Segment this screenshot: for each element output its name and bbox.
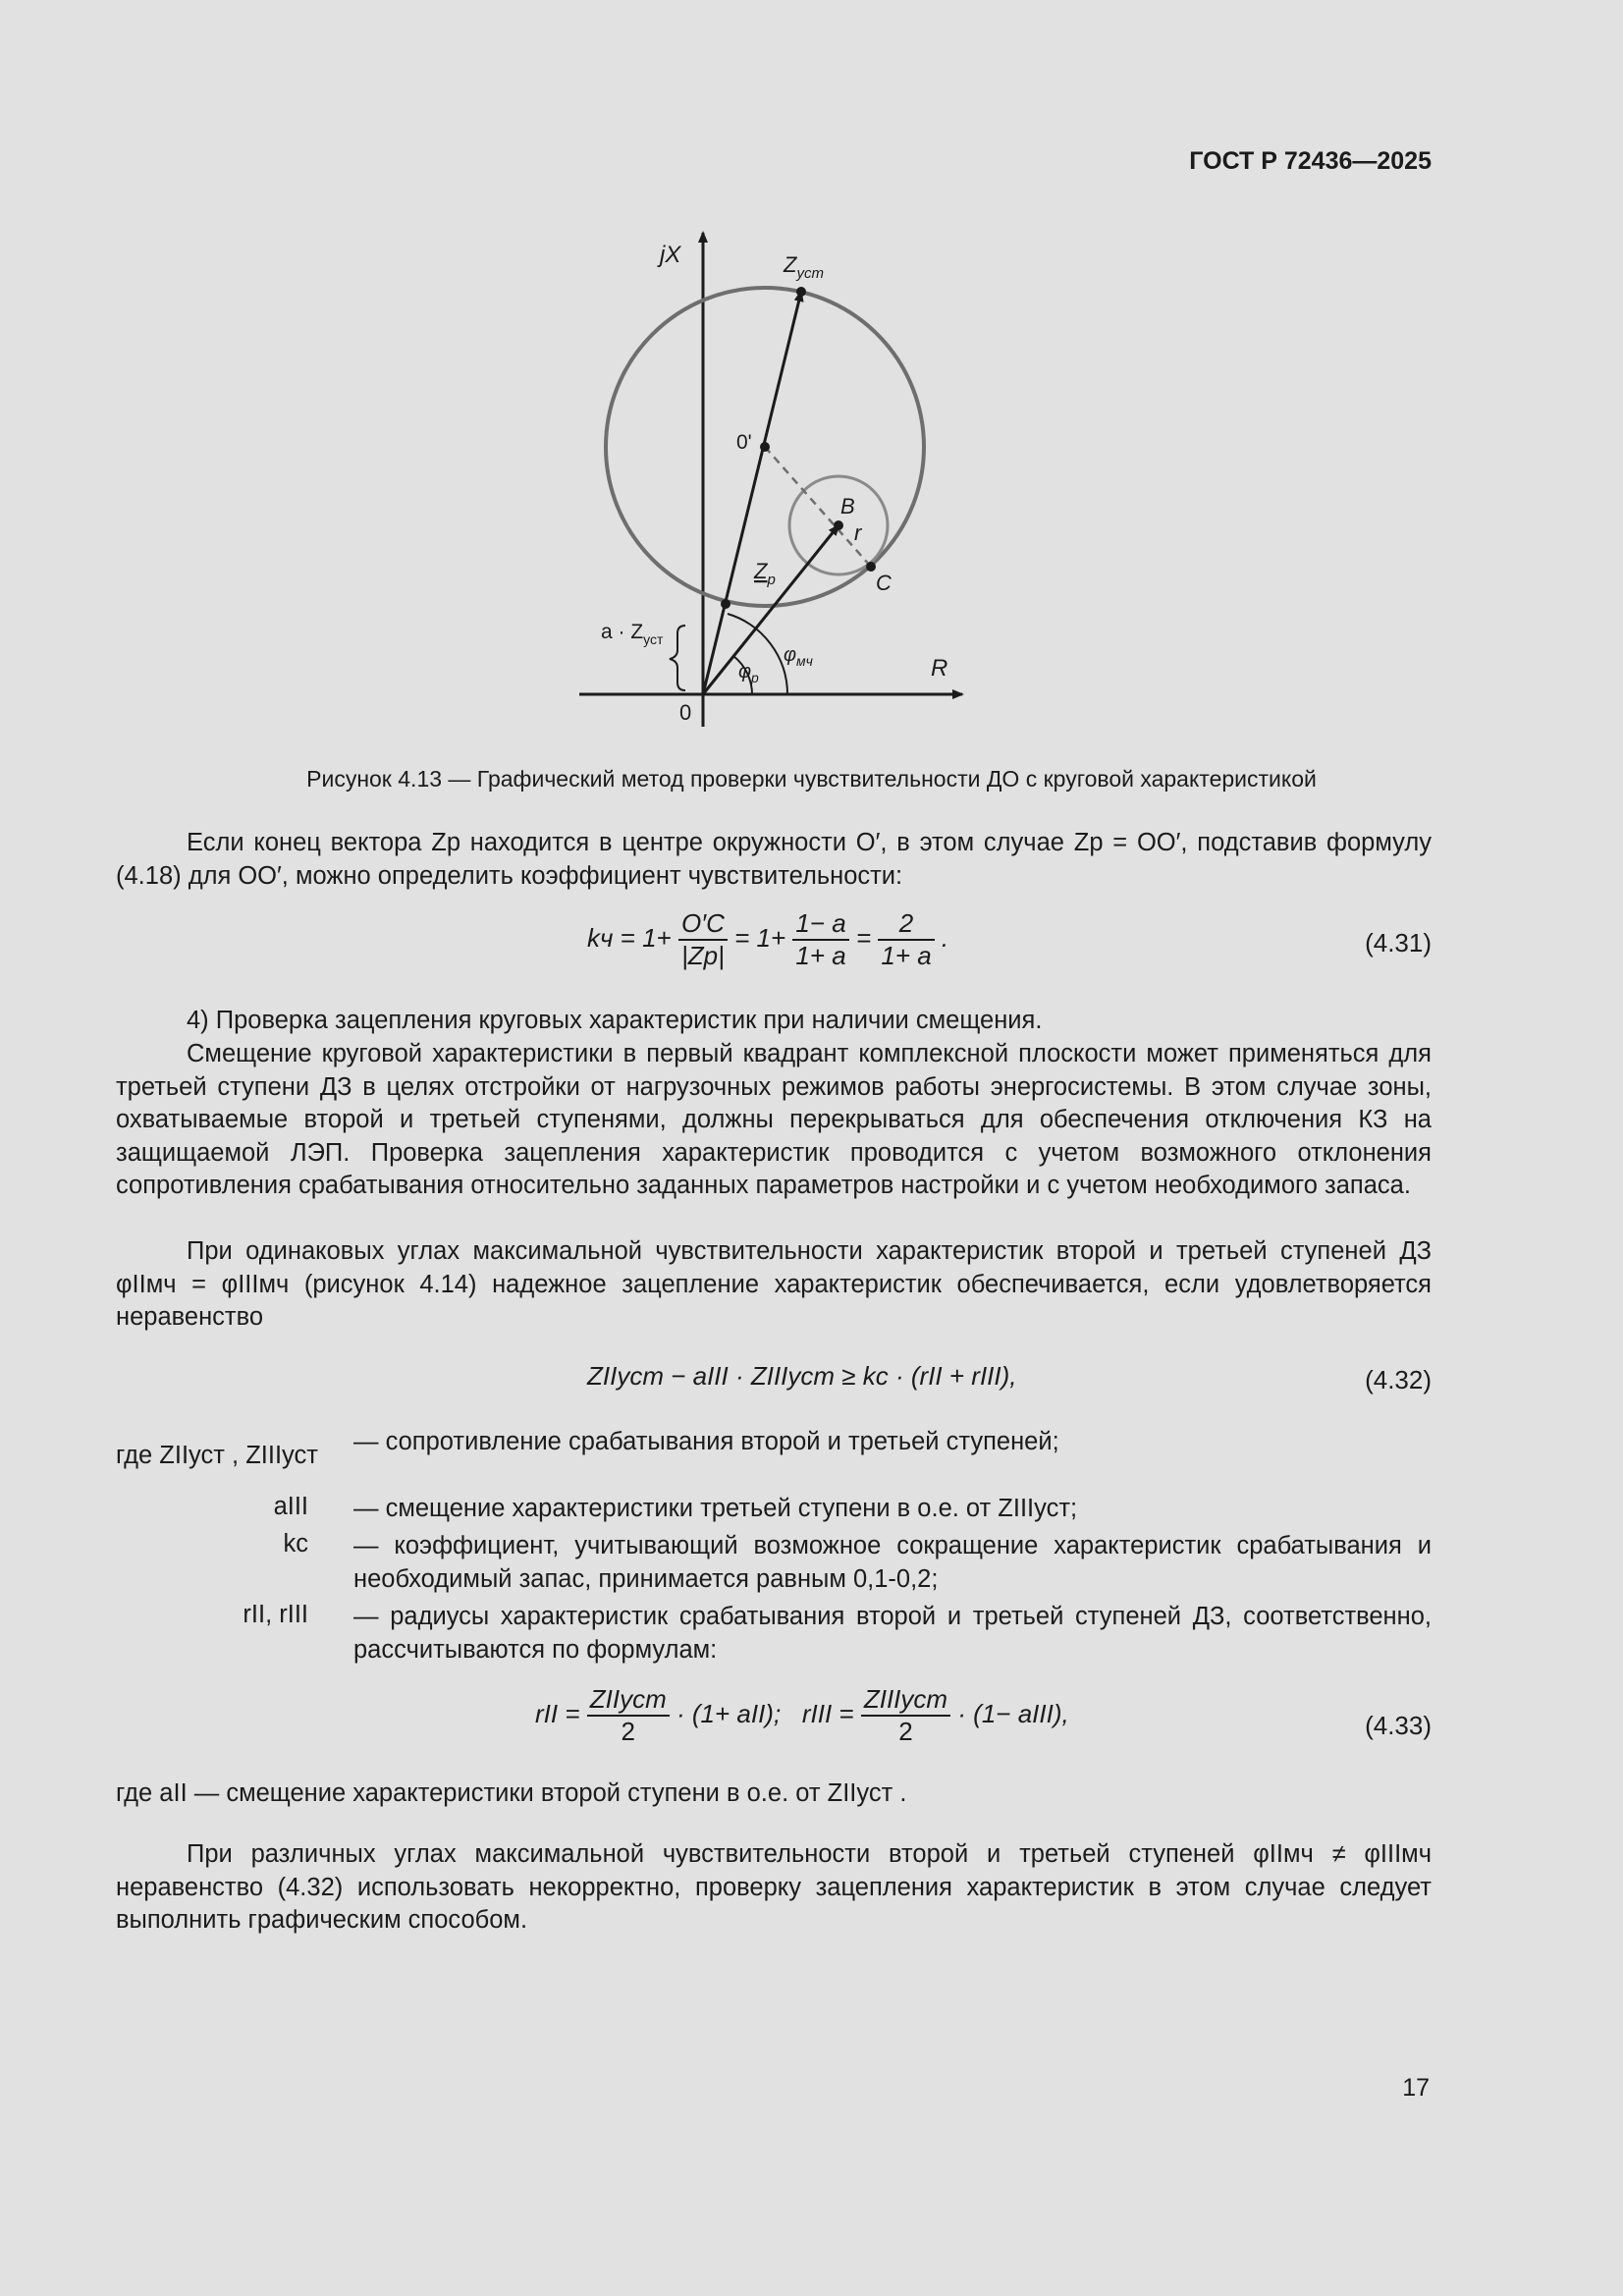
eq433-t2: · (1− aIII), bbox=[957, 1698, 1069, 1728]
a-zust-label: a · Z bbox=[601, 621, 644, 643]
eq433-r2: rII = bbox=[535, 1698, 580, 1728]
page-number: 17 bbox=[1402, 2074, 1430, 2102]
def-term-2: aIII bbox=[273, 1493, 308, 1520]
paragraph-3: Смещение круговой характеристики в первый квадрант комплексной плоскости может применяться для третьей ступени ДЗ в целях отстройки от нагрузочных режимов работы энергосистемы. В этом случае зоны, охватываемые второй и третьей ступенями, должны перекрываться для обеспечения отключения КЗ на защищаемой ЛЭП. Проверка зацепления характеристик проводится с учетом возможного отклонения сопротивления срабатывания относительно заданных параметров настройки и с учетом необходимого запаса. bbox=[116, 1040, 1432, 1199]
eq433-frac2 bbox=[861, 1684, 950, 1747]
zust-point bbox=[796, 287, 806, 297]
eq431-frac2-den: 1+ a bbox=[795, 941, 846, 970]
eq431-lhs: kч = 1+ bbox=[587, 922, 672, 953]
svg-text:a · Zуст bbox=[601, 621, 664, 647]
figure-diagram bbox=[560, 221, 982, 732]
paragraph-1: Если конец вектора Zр находится в центре окружности O′, в этом случае Zр = OO′, подставив формулу (4.18) для OO′, можно определить коэффициент чувствительности: bbox=[116, 829, 1432, 890]
def-text-3: — коэффициент, учитывающий возможное сокращение характеристик срабатывания и необходимый запас, принимается равным 0,1-0,2; bbox=[353, 1532, 1432, 1593]
phi-p-label: φ bbox=[738, 661, 752, 683]
svg-text:φр bbox=[738, 661, 759, 685]
eq431-eq: = bbox=[855, 922, 872, 953]
eq431-frac2-num: 1− a bbox=[792, 908, 848, 941]
def-text-2: — смещение характеристики третьей ступени в о.е. от ZIIIуст; bbox=[353, 1495, 1078, 1522]
document-header: ГОСТ Р 72436—2025 bbox=[1189, 147, 1432, 175]
eq431-frac3 bbox=[878, 908, 934, 971]
paragraph-2: 4) Проверка зацепления круговых характеристик при наличии смещения. bbox=[187, 1007, 1043, 1034]
def-term-3: kс bbox=[283, 1530, 308, 1558]
eq431-end: . bbox=[941, 922, 949, 953]
b-point bbox=[834, 520, 843, 530]
eq431-frac3-den: 1+ a bbox=[881, 941, 932, 970]
eq433-frac2-den: 2 bbox=[898, 1717, 913, 1746]
phi-mch-label-sub: мч bbox=[796, 653, 813, 669]
def-term-1: где ZIIуст , ZIIIуст bbox=[116, 1442, 318, 1469]
a-zust-point bbox=[721, 599, 730, 609]
equation-4-33 bbox=[535, 1684, 1069, 1747]
paragraph-4: При одинаковых углах максимальной чувствительности характеристик второй и третьей ступеней ДЗ φIIмч = φIIIмч (рисунок 4.14) надежное зацепление характеристик обеспечивается, если удовлетворяется неравенство bbox=[116, 1237, 1432, 1331]
figure-caption: Рисунок 4.13 — Графический метод проверки чувствительности ДО с круговой характеристикой bbox=[306, 766, 1317, 792]
paragraph-6: При различных углах максимальной чувствительности второй и третьей ступеней φIIмч ≠ φIIIмч неравенство (4.32) использовать некорректно, проверку зацепления характеристик в этом случае следует выполнить графическим способом. bbox=[116, 1840, 1432, 1934]
a-zust-label-sub: уст bbox=[643, 631, 664, 647]
eq431-frac3-num: 2 bbox=[878, 908, 934, 941]
dashed-oc bbox=[765, 447, 871, 567]
c-label: C bbox=[876, 571, 892, 595]
eq433-number: (4.33) bbox=[1365, 1711, 1432, 1740]
eq431-frac1 bbox=[678, 908, 728, 971]
r-axis-label: R bbox=[931, 655, 948, 682]
eq433-frac1-den: 2 bbox=[621, 1717, 635, 1746]
r-label: r bbox=[854, 520, 862, 545]
equation-4-31 bbox=[587, 908, 948, 971]
paragraph-5: где aII — смещение характеристики второй ступени в о.е. от ZIIуст . bbox=[116, 1779, 907, 1807]
jx-label: jX bbox=[660, 242, 681, 268]
phi-mch-label: φ bbox=[784, 644, 797, 666]
eq431-mid: = 1+ bbox=[734, 922, 786, 953]
zp-label-sub: р bbox=[767, 572, 776, 588]
eq431-frac1-den: |Zр| bbox=[680, 941, 725, 970]
eq433-frac1 bbox=[587, 1684, 670, 1747]
equation-4-32: ZIIуст − aIII · ZIIIуст ≥ kс · (rII + rIII), bbox=[587, 1361, 1017, 1391]
zp-label: Z bbox=[754, 559, 768, 583]
eq431-number: (4.31) bbox=[1365, 928, 1432, 957]
def-term-4: rII, rIII bbox=[243, 1601, 308, 1628]
origin-label: 0 bbox=[679, 700, 692, 725]
eq433-frac1-num: ZIIуст bbox=[587, 1684, 670, 1717]
eq433-r3: rIII = bbox=[801, 1698, 854, 1728]
zust-label: Z bbox=[784, 252, 797, 277]
o-prime-label: 0' bbox=[736, 431, 752, 454]
eq433-t1: · (1+ aII); bbox=[676, 1698, 782, 1728]
b-label: B bbox=[840, 494, 855, 519]
phi-p-label-sub: р bbox=[751, 670, 759, 685]
eq431-frac1-num: O′C bbox=[678, 908, 728, 941]
svg-text:Zр bbox=[753, 559, 776, 588]
def-text-1: — сопротивление срабатывания второй и третьей ступеней; bbox=[353, 1428, 1059, 1455]
eq432-number: (4.32) bbox=[1365, 1365, 1432, 1394]
zust-label-sub: уст bbox=[796, 265, 824, 282]
svg-text:Zуст bbox=[783, 252, 824, 282]
svg-text:φмч bbox=[784, 644, 813, 669]
eq433-frac2-num: ZIIIуст bbox=[861, 1684, 950, 1717]
brace bbox=[670, 626, 685, 690]
def-text-4: — радиусы характеристик срабатывания второй и третьей ступеней ДЗ, соответственно, рассчитываются по формулам: bbox=[353, 1603, 1432, 1664]
c-point bbox=[866, 562, 876, 572]
eq431-frac2 bbox=[792, 908, 848, 971]
o-prime-point bbox=[760, 442, 770, 452]
